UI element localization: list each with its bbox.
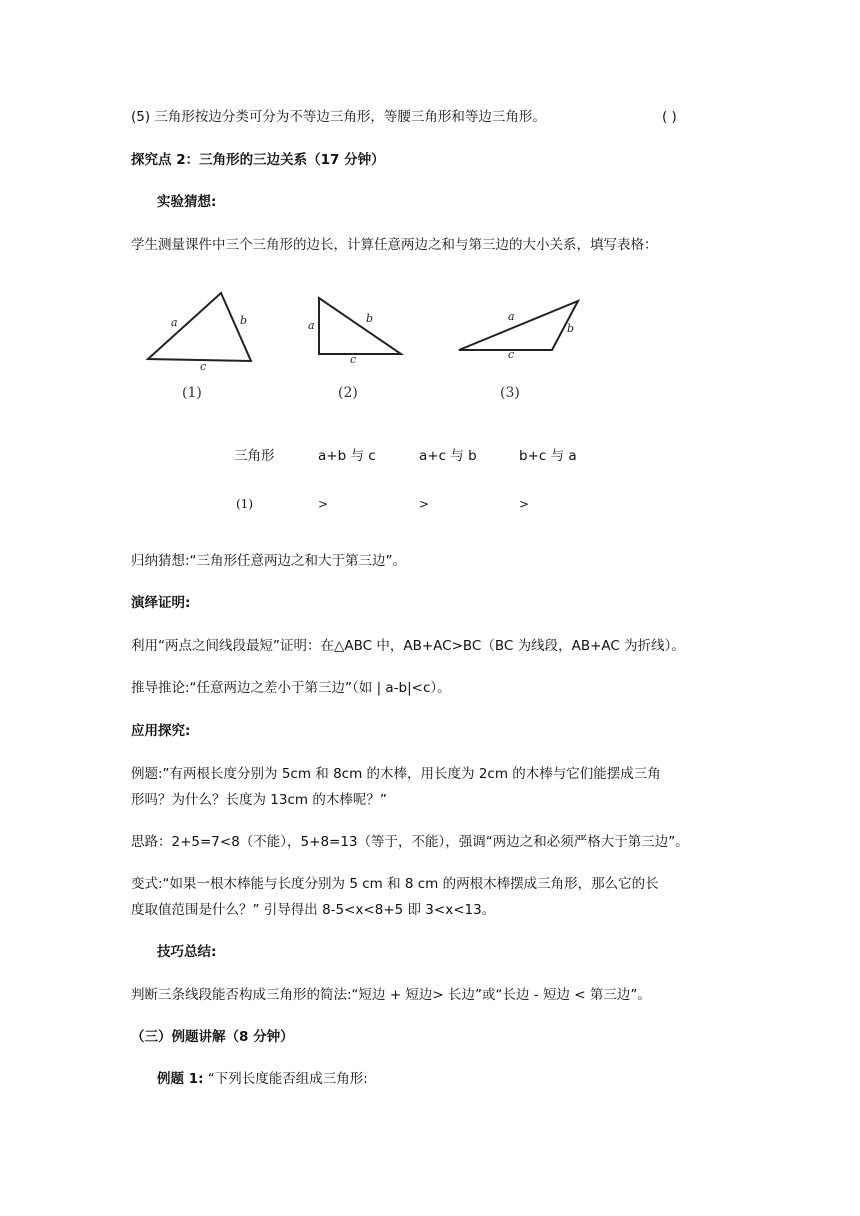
table-cell-triangle-1: (1) — [236, 497, 253, 511]
proof-line-1: 利用“两点之间线段最短”证明：在△ABC 中，AB+AC>BC（BC 为线段，AB+AC 为折线）。 — [131, 638, 685, 654]
proof-line-2: 推导推论:“任意两边之差小于第三边”（如 | a-b|<c）。 — [131, 680, 451, 696]
triangle-figure-1 — [148, 293, 251, 401]
fig2-caption: (2) — [338, 385, 358, 401]
q5-answer-parentheses: ( ) — [662, 109, 677, 125]
table-header-ab-c: a+b 与 c — [318, 448, 376, 464]
conjecture-text: 归纳猜想:“三角形任意两边之和大于第三边”。 — [131, 553, 407, 569]
example-1-line — [157, 1069, 368, 1089]
section2-heading: 探究点 2：三角形的三边关系（17 分钟） — [131, 152, 385, 168]
experiment-heading: 实验猜想: — [157, 194, 217, 210]
example-1-label: 例题 1: — [157, 1071, 204, 1087]
fig2-side-a: a — [308, 319, 315, 332]
fig3-side-b: b — [567, 322, 575, 335]
experiment-text: 学生测量课件中三个三角形的边长，计算任意两边之和与第三边的大小关系，填写表格： — [131, 237, 658, 253]
table-header-triangle: 三角形 — [234, 448, 275, 464]
fig1-side-b: b — [240, 314, 248, 327]
table-header-ac-b: a+c 与 b — [419, 448, 477, 464]
application-idea: 思路：2+5=7<8（不能），5+8=13（等于，不能），强调“两边之和必须严格大于第三边”。 — [131, 834, 689, 850]
q5-statement: (5) 三角形按边分类可分为不等边三角形，等腰三角形和等边三角形。 — [131, 109, 546, 125]
table-header-bc-a: b+c 与 a — [519, 448, 577, 464]
fig2-side-b: b — [366, 312, 374, 325]
section3-heading: （三）例题讲解（8 分钟） — [131, 1029, 294, 1045]
fig1-side-c: c — [200, 360, 207, 373]
fig3-side-a: a — [508, 310, 515, 323]
application-heading: 应用探究: — [131, 723, 191, 739]
table-cell-bc-a: > — [519, 497, 530, 511]
example-1-text: “下列长度能否组成三角形: — [207, 1071, 368, 1087]
fig3-side-c: c — [508, 348, 515, 361]
fig1-caption: (1) — [182, 385, 202, 401]
triangle-figure-3 — [459, 301, 578, 401]
application-example-line-2: 形吗？为什么？长度为 13cm 的木棒呢？” — [131, 792, 387, 808]
tips-text: 判断三条线段能否构成三角形的简法:“短边 + 短边> 长边”或“长边 - 短边 < 第三边”。 — [131, 987, 651, 1003]
triangle-figures — [130, 282, 600, 412]
fig2-side-c: c — [350, 353, 357, 366]
proof-heading: 演绎证明: — [131, 595, 191, 611]
application-example-line-1: 例题:”有两根长度分别为 5cm 和 8cm 的木棒，用长度为 2cm 的木棒与它们能摆成三角 — [131, 766, 661, 782]
table-cell-ac-b: > — [419, 497, 430, 511]
fig3-caption: (3) — [500, 385, 520, 401]
fig1-side-a: a — [171, 316, 178, 329]
table-cell-ab-c: > — [318, 497, 329, 511]
triangle-figure-2 — [308, 298, 401, 401]
application-variant-line-2: 度取值范围是什么？” 引导得出 8-5<x<8+5 即 3<x<13。 — [131, 902, 496, 918]
tips-heading: 技巧总结: — [157, 944, 217, 960]
application-variant-line-1: 变式:“如果一根木棒能与长度分别为 5 cm 和 8 cm 的两根木棒摆成三角形，那么它的长 — [131, 876, 659, 892]
